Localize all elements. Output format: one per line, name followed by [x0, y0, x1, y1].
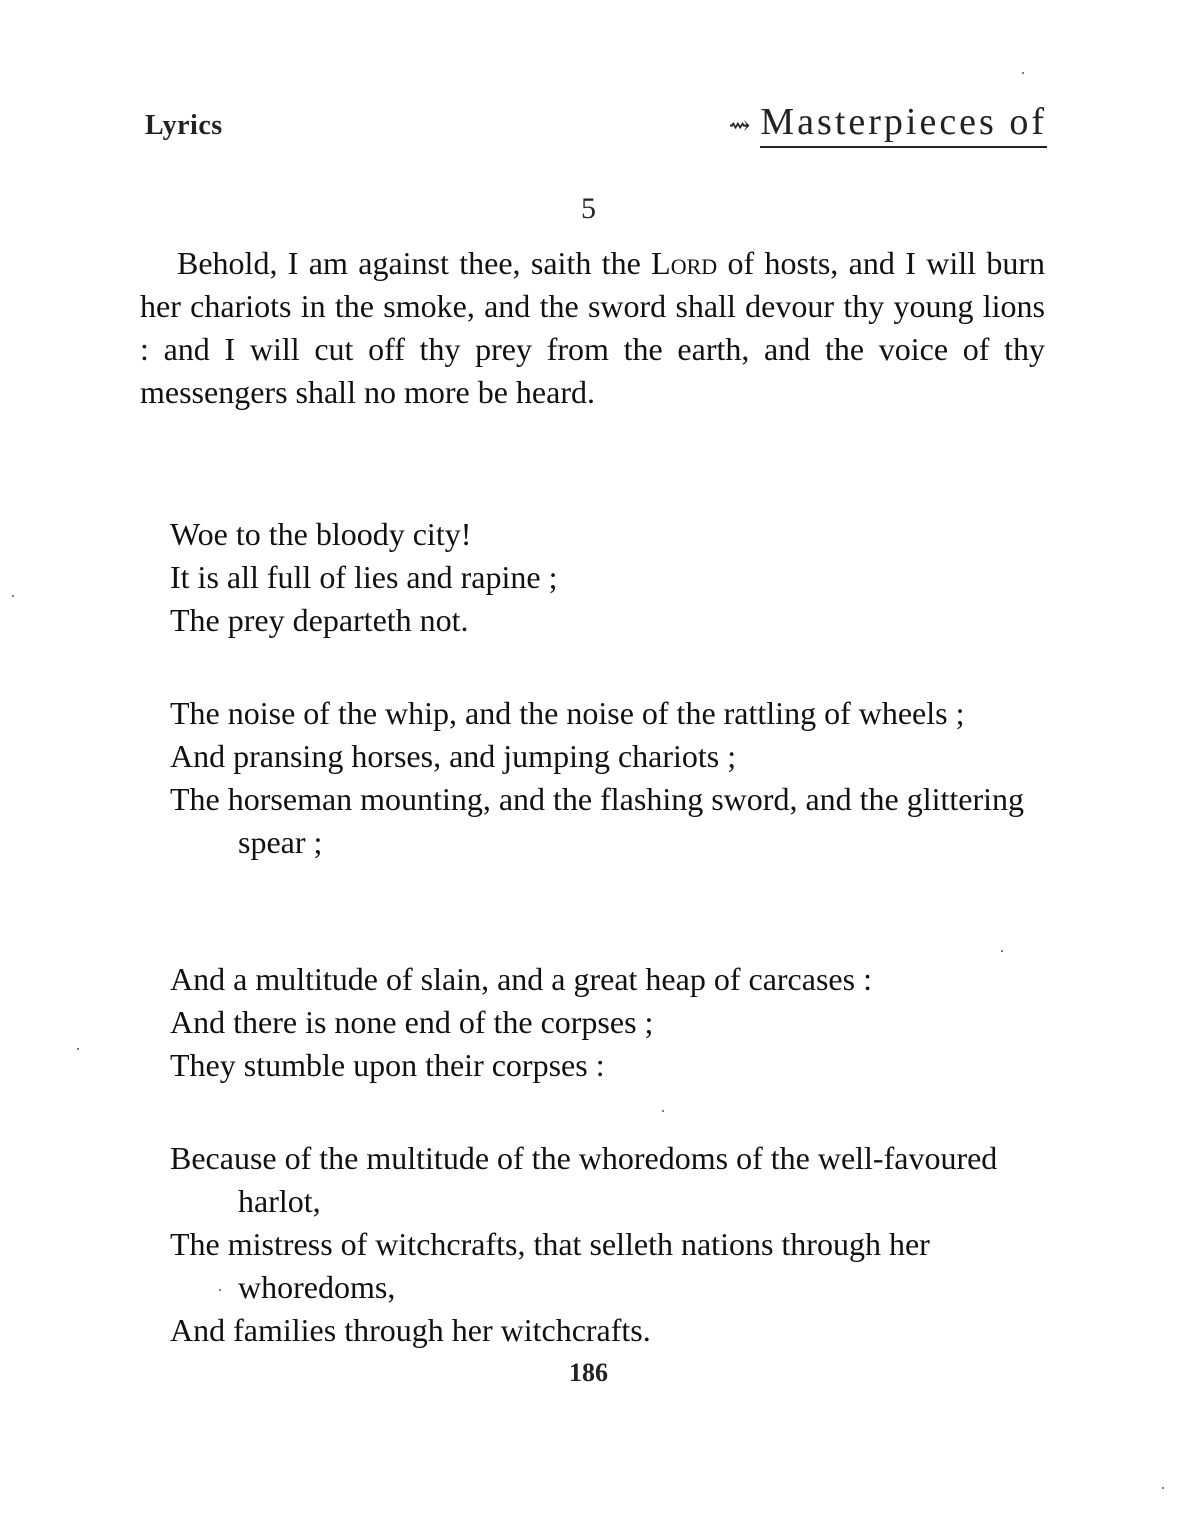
scan-speck — [77, 1048, 79, 1050]
scan-speck — [1022, 72, 1024, 74]
verse-line: The noise of the whip, and the noise of the rattling of wheels ; — [170, 695, 965, 731]
stanza-1 — [170, 513, 1050, 642]
scan-speck — [219, 1289, 221, 1291]
scan-speck — [1162, 1487, 1164, 1489]
verse-line: It is all full of lies and rapine ; — [170, 559, 558, 595]
verse-line: And a multitude of slain, and a great heap of carcases : — [170, 961, 872, 997]
prose-paragraph — [140, 242, 1045, 414]
verse-line: The prey departeth not. — [170, 602, 469, 638]
running-head-title: Masterpieces of — [760, 100, 1047, 148]
stanza-2 — [170, 692, 1050, 864]
verse-line: They stumble upon their corpses : — [170, 1047, 605, 1083]
stanza-3 — [170, 958, 1050, 1087]
ornament-icon: ⇝ — [728, 111, 751, 140]
running-head-right — [729, 100, 1047, 148]
stanza-4 — [170, 1137, 1050, 1352]
verse-line: The mistress of witchcrafts, that selleth nations through her whoredoms, — [170, 1226, 930, 1305]
prose-text-before: Behold, I am against thee, saith the — [177, 245, 652, 281]
verse-line: Because of the multitude of the whoredoms of the well-favoured harlot, — [170, 1140, 998, 1219]
scan-speck — [662, 1110, 664, 1112]
scan-speck — [1001, 950, 1003, 952]
verse-line: And families through her witchcrafts. — [170, 1312, 651, 1348]
running-head-left: Lyrics — [145, 110, 223, 141]
scan-speck — [12, 595, 14, 597]
verse-line: And there is none end of the corpses ; — [170, 1004, 654, 1040]
section-number: 5 — [581, 192, 596, 225]
prose-smallcaps-lord: Lord — [651, 245, 718, 281]
prose-text-after: of hosts, and I will burn her chariots in the smoke, and the sword shall devour thy young lions : and I will cut off thy prey from the earth, and the voice of thy messengers shall no more be heard. — [140, 245, 1046, 410]
verse-line: And pransing horses, and jumping chariots ; — [170, 738, 737, 774]
verse-line: The horseman mounting, and the flashing sword, and the glittering spear ; — [170, 781, 1025, 860]
verse-line: Woe to the bloody city! — [170, 516, 472, 552]
page-number: 186 — [569, 1358, 608, 1387]
